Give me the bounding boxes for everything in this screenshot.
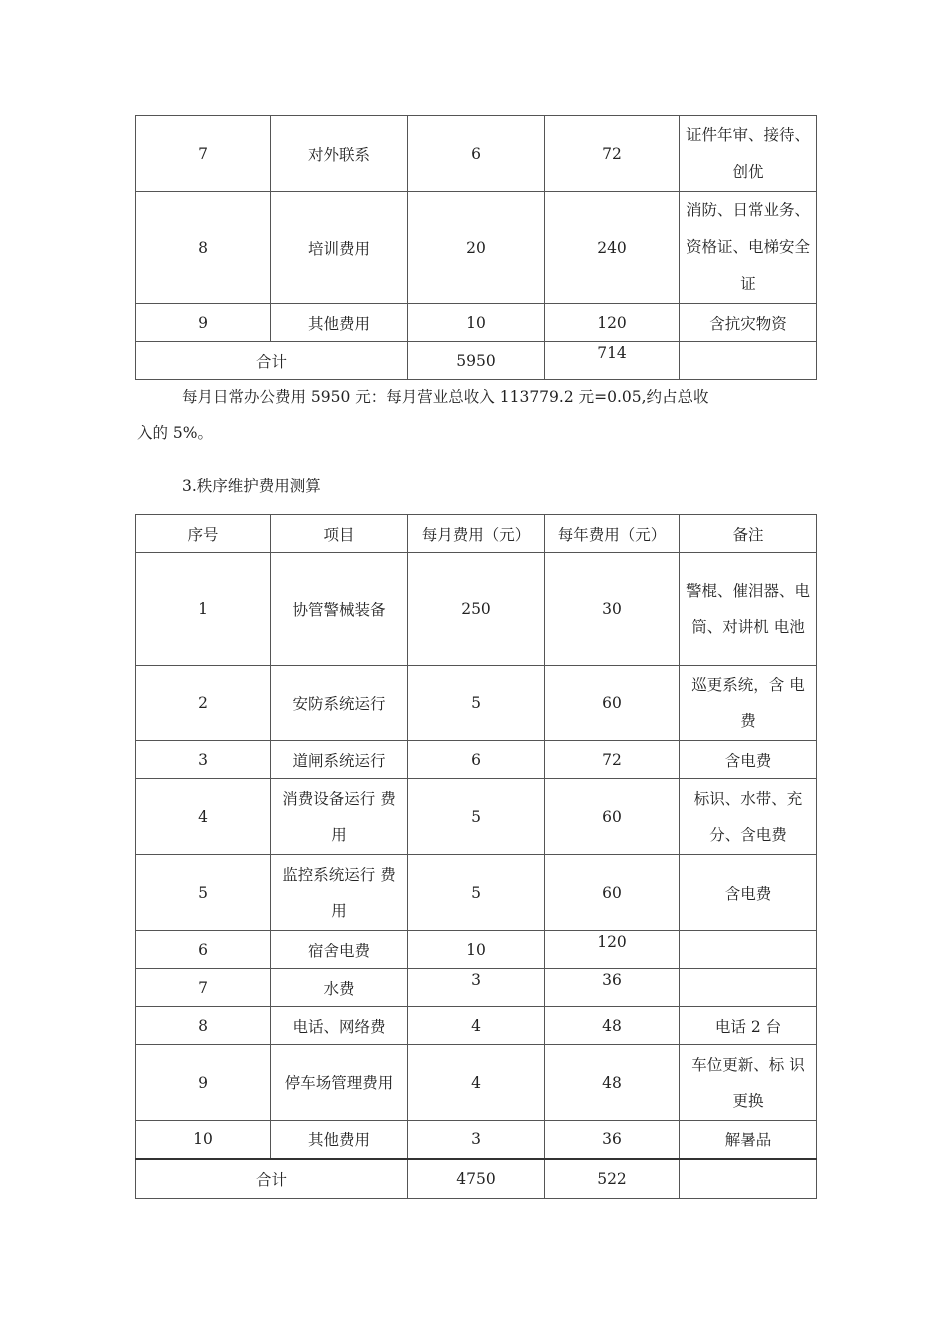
cell-monthly: 20 (408, 192, 545, 304)
table-row (136, 1045, 817, 1121)
section-title: 3.秩序维护费用测算 (182, 477, 321, 495)
cell-no: 1 (136, 553, 271, 666)
table-security-costs (135, 514, 817, 1199)
table-row (136, 1121, 817, 1159)
cell-monthly: 3 (408, 969, 545, 1007)
cell-no: 5 (136, 855, 271, 931)
cell-monthly: 5 (408, 779, 545, 855)
table-row (136, 969, 817, 1007)
cell-yearly: 60 (545, 666, 680, 741)
total-monthly: 4750 (408, 1159, 545, 1199)
cell-monthly: 10 (408, 304, 545, 342)
cell-no: 9 (136, 1045, 271, 1121)
table-total-row (136, 1159, 817, 1199)
cell-no: 8 (136, 1007, 271, 1045)
cell-note (680, 931, 817, 969)
total-monthly: 5950 (408, 342, 545, 380)
cell-item: 对外联系 (271, 116, 408, 192)
table-row (136, 304, 817, 342)
cell-note: 车位更新、标 识更换 (680, 1045, 817, 1121)
cell-yearly: 36 (545, 1121, 680, 1159)
cell-item: 其他费用 (271, 304, 408, 342)
table-row (136, 553, 817, 666)
table-row (136, 192, 817, 304)
cell-no: 4 (136, 779, 271, 855)
cell-monthly: 6 (408, 741, 545, 779)
table-total-row (136, 342, 817, 380)
table-row (136, 779, 817, 855)
cell-monthly: 4 (408, 1007, 545, 1045)
cell-item: 电话、网络费 (271, 1007, 408, 1045)
table-row (136, 666, 817, 741)
table-header-row (136, 515, 817, 553)
cell-no: 3 (136, 741, 271, 779)
cell-yearly: 120 (545, 931, 680, 969)
cell-no: 2 (136, 666, 271, 741)
cell-note: 含抗灾物资 (680, 304, 817, 342)
table-row (136, 741, 817, 779)
total-yearly: 522 (545, 1159, 680, 1199)
cell-yearly: 36 (545, 969, 680, 1007)
cell-monthly: 3 (408, 1121, 545, 1159)
table-office-costs-continued (135, 115, 817, 380)
cell-no: 10 (136, 1121, 271, 1159)
cell-item: 安防系统运行 (271, 666, 408, 741)
table-row (136, 1007, 817, 1045)
cell-note: 含电费 (680, 855, 817, 931)
header-item: 项目 (271, 515, 408, 553)
cell-note: 含电费 (680, 741, 817, 779)
header-monthly: 每月费用（元） (408, 515, 545, 553)
header-note: 备注 (680, 515, 817, 553)
cell-no: 8 (136, 192, 271, 304)
total-note (680, 1159, 817, 1199)
cell-note: 警棍、催泪器、电筒、对讲机 电池 (680, 553, 817, 666)
cell-monthly: 4 (408, 1045, 545, 1121)
cell-item: 宿舍电费 (271, 931, 408, 969)
total-label: 合计 (136, 1159, 408, 1199)
cell-monthly: 5 (408, 666, 545, 741)
cell-item: 水费 (271, 969, 408, 1007)
cell-item: 道闸系统运行 (271, 741, 408, 779)
cell-item: 协管警械装备 (271, 553, 408, 666)
header-no: 序号 (136, 515, 271, 553)
cell-item: 其他费用 (271, 1121, 408, 1159)
cell-note: 标识、水带、充分、含电费 (680, 779, 817, 855)
cell-item: 监控系统运行 费用 (271, 855, 408, 931)
cell-item: 消费设备运行 费用 (271, 779, 408, 855)
cell-yearly: 60 (545, 855, 680, 931)
cell-yearly: 120 (545, 304, 680, 342)
cell-no: 9 (136, 304, 271, 342)
cell-yearly: 30 (545, 553, 680, 666)
cell-yearly: 60 (545, 779, 680, 855)
cell-note: 解暑品 (680, 1121, 817, 1159)
table-row (136, 116, 817, 192)
cell-yearly: 72 (545, 116, 680, 192)
paragraph-line-1: 每月日常办公费用 5950 元：每月营业总收入 113779.2 元=0.05,约占总收 (182, 388, 709, 406)
total-note (680, 342, 817, 380)
cell-note (680, 969, 817, 1007)
table-row (136, 931, 817, 969)
total-yearly: 714 (545, 342, 680, 380)
cell-yearly: 72 (545, 741, 680, 779)
cell-no: 6 (136, 931, 271, 969)
cell-monthly: 6 (408, 116, 545, 192)
cell-monthly: 10 (408, 931, 545, 969)
total-label: 合计 (136, 342, 408, 380)
cell-note: 证件年审、接待、创优 (680, 116, 817, 192)
cell-note: 电话 2 台 (680, 1007, 817, 1045)
cell-note: 消防、日常业务、资格证、电梯安全证 (680, 192, 817, 304)
cell-yearly: 240 (545, 192, 680, 304)
cell-yearly: 48 (545, 1045, 680, 1121)
cell-item: 培训费用 (271, 192, 408, 304)
cell-monthly: 250 (408, 553, 545, 666)
cell-no: 7 (136, 969, 271, 1007)
cell-note: 巡更系统，含 电费 (680, 666, 817, 741)
paragraph-line-2: 入的 5%。 (137, 424, 214, 442)
table-row (136, 855, 817, 931)
header-yearly: 每年费用（元） (545, 515, 680, 553)
cell-item: 停车场管理费用 (271, 1045, 408, 1121)
cell-monthly: 5 (408, 855, 545, 931)
cell-yearly: 48 (545, 1007, 680, 1045)
cell-no: 7 (136, 116, 271, 192)
